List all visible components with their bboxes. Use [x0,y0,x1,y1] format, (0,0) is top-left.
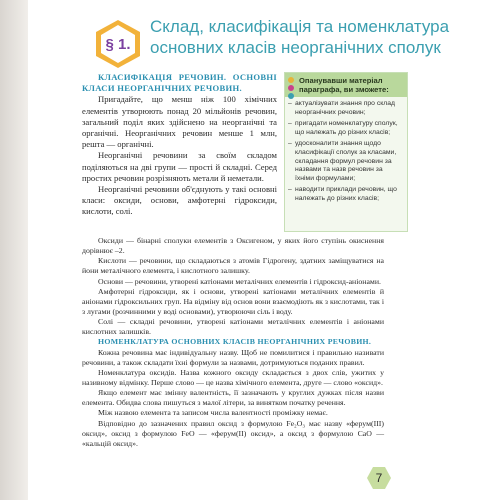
paragraph: Номенклатура оксидів. Назва кожного оксиду складається з двох слів, ужитих у називному відмінку. Перше слово — це назва хімічного елемента, друге — слово «оксид». [82,367,384,387]
paragraph: Амфотерні гідроксиди, як і основи, утворені катіонами металічних елементів й аніонами гідроксильних груп. На відміну від основ вони взаємодіють як з кислотами, так і з лугами (розчинними у воді основами), утворюючи сіль і воду. [82,286,384,316]
learning-objectives-box [284,72,408,232]
list-item: – наводити приклади речовин, що належать до різних класів; [295,186,403,203]
list-item: – актуалізувати знання про склад неорганічних речовин; [295,100,403,117]
paragraph: Оксиди — бінарні сполуки елементів з Оксигеном, у яких його ступінь окиснення дорівнює –2. [82,236,384,256]
paragraph: Солі — складні речовини, утворені катіонами металічних елементів і аніонами кислотних залишків. [82,317,384,337]
paragraph: Неорганічні речовини об'єднують у такі основні класи: оксиди, основи, амфотерні гідроксиди, кислоти, солі. [82,183,277,217]
page-number: 7 [375,471,383,485]
paragraph: Між назвою елемента та записом числа валентності проміжку немає. [98,408,328,418]
paragraph: Якщо елемент має змінну валентність, її зазначають у круглих дужках після назви елемента. Обидва слова пишуться з малої літери, за винятком початку речення. [82,388,384,408]
objectives-list [285,97,407,204]
paragraph: Пригадайте, що менш ніж 100 хімічних елементів утворюють понад 20 мільйонів речовин, загальний поділ яких здійснено на неорганічні та органічні. Неорганічних речовин менше 1 млн, решта — органічні. [82,94,277,150]
paragraph: Відповідно до зазначених правил оксид з формулою Fe₂O₃ має назву «ферум(III) оксид», оксид з формулою FeO — «ферум(II) оксид», а оксид з формулою CaO — «кальцій оксид». [82,418,384,448]
intro-column [82,72,277,217]
objectives-heading-text: Опанувавши матеріал параграфа, ви зможете: [299,76,389,94]
section-heading-nomenclature: НОМЕНКЛАТУРА ОСНОВНИХ КЛАСІВ НЕОРГАНІЧНИХ РЕЧОВИН. [98,337,372,347]
paragraph: Основи — речовини, утворені катіонами металічних елементів і гідроксид-аніонами. [98,276,381,286]
list-item: – удосконалити знання щодо класифікації сполук за класами, складання формул речовин за назвами та назв речовин за їхніми формулами; [295,140,403,183]
section-number: § 1. [105,35,131,53]
colored-dots-icon [288,77,295,101]
paragraph: Кислоти — речовини, що складаються з атомів Гідрогену, здатних заміщуватися на йони металічного елемента, і кислотного залишку. [82,256,384,276]
section-heading-classification: КЛАСИФІКАЦІЯ РЕЧОВИН. ОСНОВНІ КЛАСИ НЕОРГАНІЧНИХ РЕЧОВИН. [82,72,277,94]
objectives-heading [285,73,407,97]
paragraph: Кожна речовина має індивідуальну назву. Щоб не помилитися і правильно називати речовини, а також складати їхні формули за назвами, дотримуються поданих правил. [82,347,384,367]
page-title: Склад, класифікація та номенклатура основних класів неорганічних сполук [150,17,450,57]
list-item: – пригадати номенклатуру сполук, що належать до різних класів; [295,120,403,137]
paragraph: Неорганічні речовини за своїм складом поділяються на дві групи — прості й складні. Серед простих речовин розрізняють метали й неметали. [82,150,277,183]
page-gutter-shadow [0,0,28,500]
main-text-column [82,236,384,449]
